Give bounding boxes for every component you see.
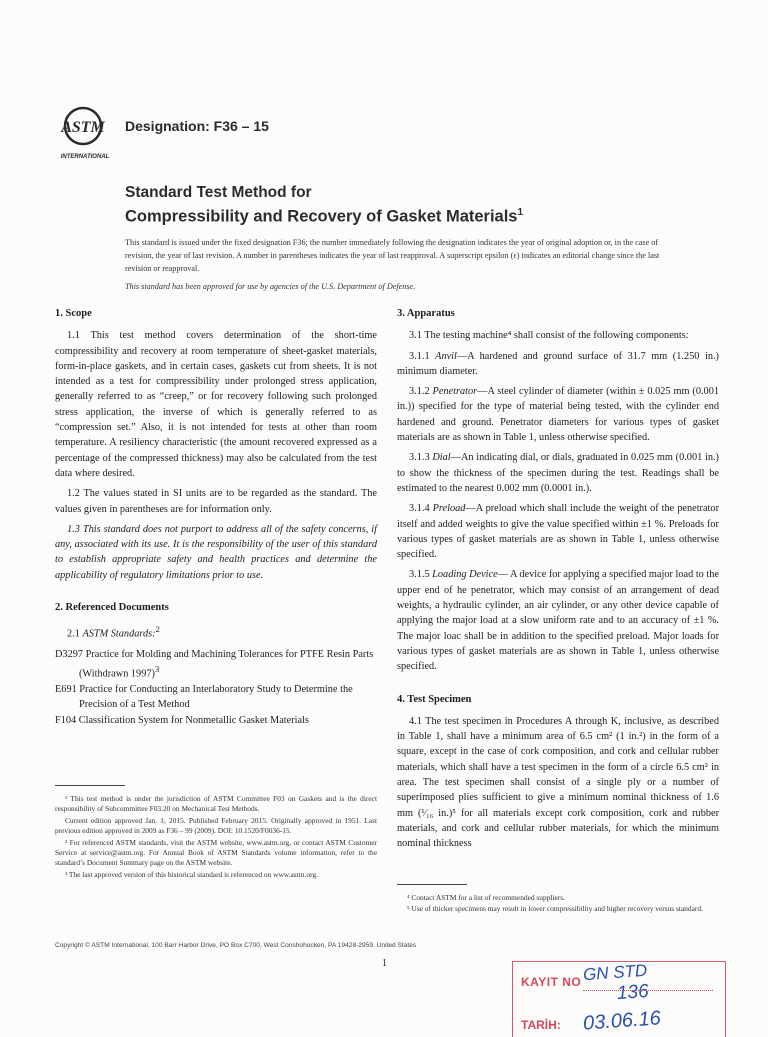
footnote-ref-2: 2 [155,624,160,635]
registration-stamp [512,961,726,1037]
footnote-1b: Current edition approved Jan. 1, 2015. Published February 2015. Originally approved in 1951. Last previous edition approved in 2009 as F36 – 99 (2009). DOI: 10.1520/F0036-15. [55,815,377,836]
title-line-1: Standard Test Method for [125,184,312,201]
right-column [397,306,719,857]
loading-device-label: Loading Device [432,569,498,581]
para-1-3: 1.3 This standard does not purport to address all of the safety concerns, if any, associated with its use. It is the responsibility of the user of this standard to establish appropriate safety and health practices and determine the applicability of regulatory limitations prior to use. [55,523,377,581]
para-3-1-2-text: —A steel cylinder of diameter (within ± 0.025 mm (0.001 in.)) specified for the type of material being tested, with the cylinder end hardened and ground. Penetrator diameters for various types of gasket materials are as shown in Table 1, unless otherwise specified. [397,386,720,444]
copyright: Copyright © ASTM International, 100 Barr Harbor Drive, PO Box C700, West Conshohocken, PA 19428-2959. United States [55,942,417,949]
ref-d3297-text: D3297 Practice for Molding and Machining Tolerances for PTFE Resin Parts (Withdrawn 1997) [55,649,374,680]
document-header [55,100,715,170]
ref-e691: E691 Practice for Conducting an Interlaboratory Study to Determine the Precision of a Test Method [55,684,353,711]
para-2-1 [55,622,377,642]
para-3-1-5-text: — A device for applying a specified major load to the upper end of he penetrator, which may consist of an arrangement of dead weights, a hydraulic cylinder, an air cylinder, or any other device capable of applying the major load at a slow uniform rate and to an accuracy of ±1 %. The major loac shall be in addition to the specified preload. Major loads for various types of gasket materials are as shown in Table 1, unless otherwise specified. [397,569,719,673]
stamp-tarih-value: 03.06.16 [582,1007,662,1035]
para-2-1-num: 2.1 [67,628,80,640]
stamp-line [583,990,713,991]
title-line-2 [125,202,725,228]
title-footnote-ref: 1 [517,207,524,218]
scope-heading: 1. Scope [55,308,92,319]
astm-standards-label: ASTM Standards: [82,628,156,640]
stamp-kayit-value-2: 136 [616,980,650,1005]
astm-logo-icon [55,100,121,162]
ref-d3297 [55,647,377,682]
para-1-2: 1.2 The values stated in SI units are to be regarded as the standard. The values given in parentheses are for information only. [55,488,377,515]
dial-label: Dial [432,452,451,464]
para-1-1: 1.1 This test method covers determination of the short-time compressibility and recovery at room temperature of sheet-gasket materials, form-in-place gaskets, and in certain cases, gaskets cut from sheets. It is not intended as a test for compressibility under prolonged stress application, generally referred to as “creep,” or for recovery following such prolonged stress application, the inverse of which is generally referred to as “compression set.” Also, it is not intended for tests at other than room temperature. A resiliency characteristic (the amount recovered expressed as a percentage of the compressed thickness) may also be calculated from the test data where desired. [55,330,377,479]
apparatus-heading: 3. Apparatus [397,308,455,319]
para-3-1-4-text: —A preload which shall include the weight of the penetrator itself and added weights to give the value specified within ±1 %. Preloads for various types of gasket materials are as shown in Table 1, unless otherwise specified. [397,503,719,561]
para-3-1-1-text: —A hardened and ground surface of 31.7 mm (1.250 in.) minimum diameter. [397,350,719,377]
para-3-1-4-num: 3.1.4 [409,503,430,515]
designation: Designation: F36 – 15 [125,118,269,134]
footnote-2: ² For referenced ASTM standards, visit the ASTM website, www.astm.org, or contact ASTM Customer Service at service@astm.org. For Annual Book of ASTM Standards volume information, refer to the standard’s Document Summary page on the ASTM website. [55,837,377,868]
footnote-3: ³ The last approved version of this historical standard is referenced on www.astm.org. [65,869,318,879]
footnote-4: ⁴ Contact ASTM for a list of recommended suppliers. [407,893,565,902]
anvil-label: Anvil [435,350,457,362]
title-block [125,183,725,291]
footnote-1: ¹ This test method is under the jurisdiction of ASTM Committee F03 on Gaskets and is the direct responsibility of Subcommittee F03.20 on Mechanical Test Methods. [55,794,377,814]
footnote-rule [55,785,125,786]
para-3-1-3-num: 3.1.3 [409,452,430,464]
right-footnotes [397,884,719,916]
para-3-1: 3.1 The testing machine⁴ shall consist of the following components: [409,330,689,342]
para-3-1-5-num: 3.1.5 [409,569,430,581]
left-column [55,306,377,728]
referenced-documents-heading: 2. Referenced Documents [55,602,169,614]
stamp-tarih-label: TARİH: [521,1018,561,1032]
dod-note: This standard has been approved for use by agencies of the U.S. Department of Defense. [125,281,416,291]
footnote-ref-3: 3 [154,664,160,675]
logo-text: INTERNATIONAL [60,154,110,160]
left-footnotes [55,785,377,881]
standard-note: This standard is issued under the fixed designation F36; the number immediately following the designation indicates the year of original adoption or, in the case of revision, the year of last revision. A number in parentheses indicates the year of last reapproval. A superscript epsilon (ε) indicates an editorial change since the last revision or reapproval. [125,237,660,273]
page-number: 1 [382,958,387,969]
para-3-1-2 [397,384,719,445]
stamp-kayit-label: KAYIT NO [521,975,582,989]
title-text: Compressibility and Recovery of Gasket Materials [125,207,518,226]
preload-label: Preload [432,503,466,515]
para-3-1-2-num: 3.1.2 [409,386,430,398]
ref-f104: F104 Classification System for Nonmetallic Gasket Materials [55,714,309,726]
footnote-5: ⁵ Use of thicker specimens may result in lower compressibility and higher recovery versus standard. [407,904,703,914]
footnote-rule-right [397,884,467,885]
penetrator-label: Penetrator [432,386,478,398]
para-3-1-3-text: —An indicating dial, or dials, graduated in 0.025 mm (0.001 in.) to show the thickness of the specimen during the test. Readings shall be estimated to the nearest 0.002 mm (0.0001 in.). [397,452,719,494]
para-3-1-4 [397,501,719,562]
stamp-kayit-value-1: GN STD [582,960,648,985]
logo-mark: ASTM [61,119,105,136]
test-specimen-heading: 4. Test Specimen [397,693,472,705]
para-3-1-1 [397,349,719,380]
para-4-1: 4.1 The test specimen in Procedures A through K, inclusive, as described in Table 1, shall have a minimum area of 6.5 cm² (1 in.²) in the form of a square, except in the case of cork composition, and cork and cellular rubber materials, which shall have a test specimen in the form of a circle 6.5 cm² in area. The test specimen shall consist of a single ply or a number of superimposed plies sufficient to give a minimum nominal thickness of 1.6 mm (¹⁄₁₆ in.)⁵ for all materials except cork composition, cork and rubber materials, and cork and cellular rubber materials, for which the minimum nominal thickness [397,715,719,850]
para-3-1-1-num: 3.1.1 [409,350,430,362]
para-3-1-5 [397,567,719,674]
para-3-1-3 [397,450,719,496]
